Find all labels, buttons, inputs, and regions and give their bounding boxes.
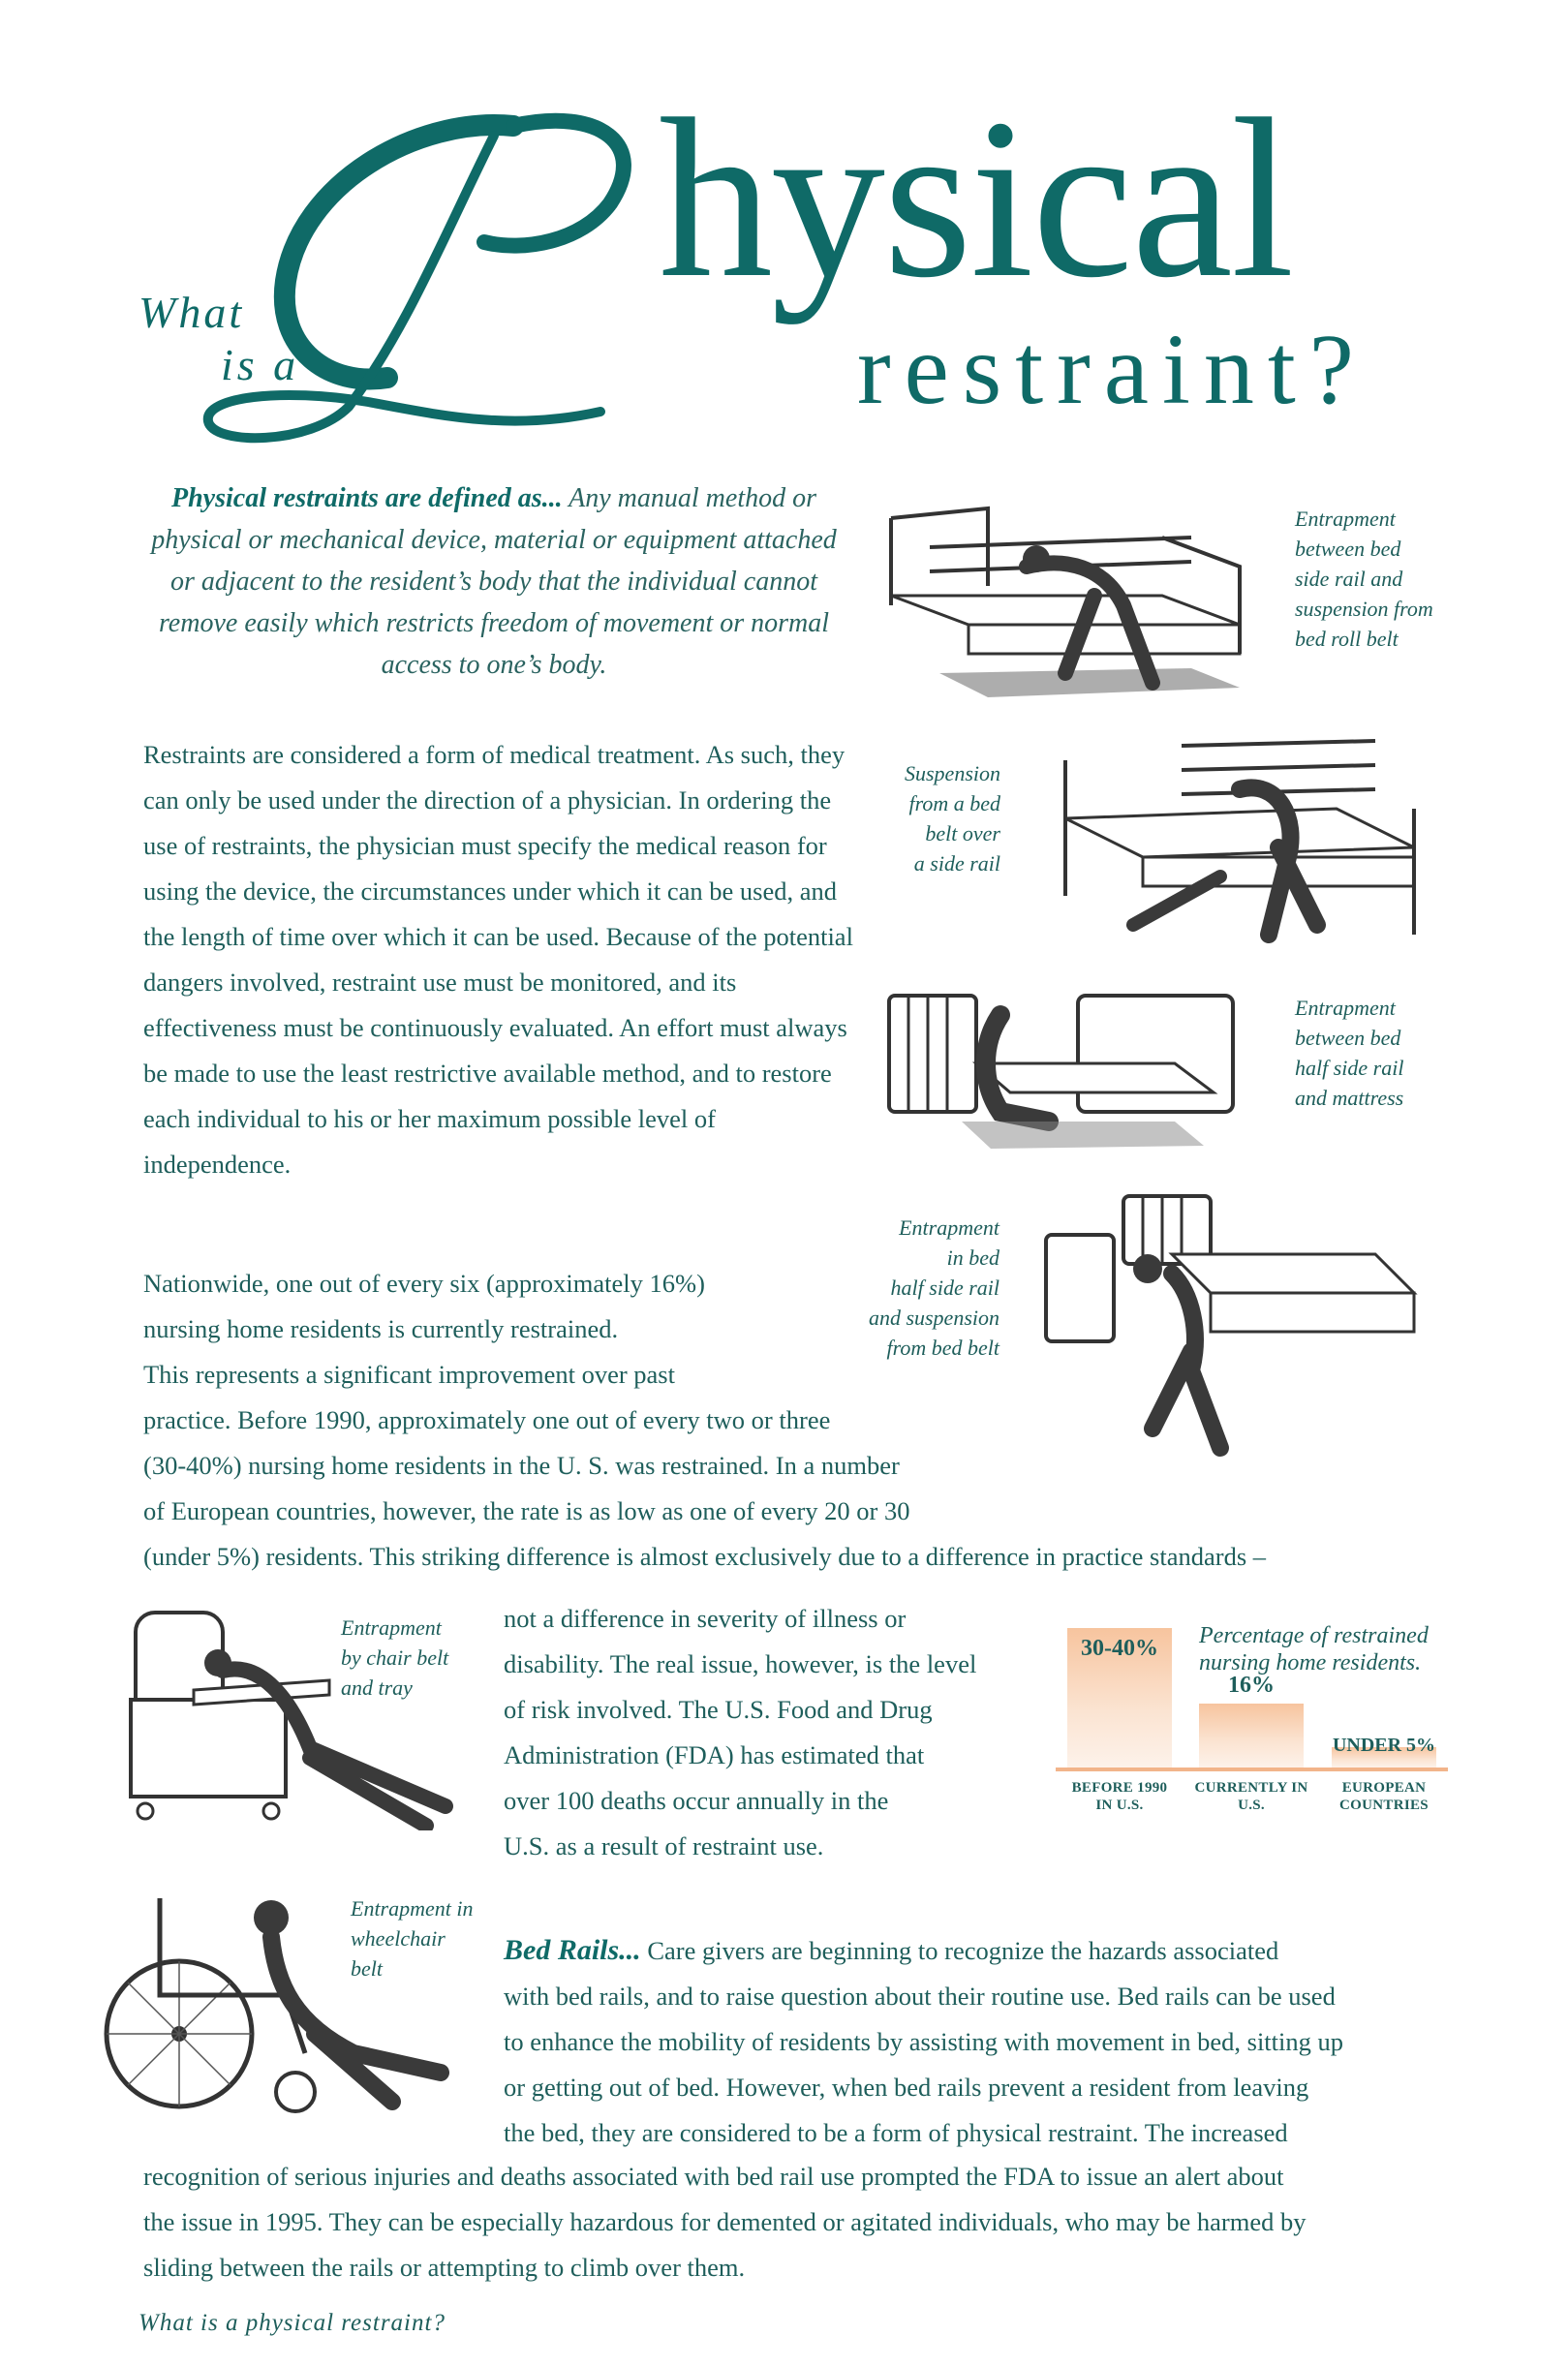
paragraph-bed-rails (504, 1927, 1343, 2156)
caption-line: belt over (925, 821, 1000, 845)
caption-line: and mattress (1295, 1086, 1404, 1110)
text-line: practice. Before 1990, approximately one out of every two or three (143, 1405, 831, 1434)
caption-line: bed roll belt (1295, 627, 1399, 651)
restraint-percentage-chart (1056, 1598, 1448, 1830)
caption-line: in bed (946, 1245, 999, 1270)
illustration-half-side-rail (884, 976, 1243, 1170)
caption-line: Entrapment (341, 1615, 442, 1640)
definition-block (140, 477, 847, 686)
text-line: to enhance the mobility of residents by assisting with movement in bed, sitting up (504, 2027, 1344, 2056)
text-line: sliding between the rails or attempting to climb over them. (143, 2253, 746, 2282)
caption-line: Entrapment (899, 1215, 999, 1240)
text-line: U.S. as a result of restraint use. (504, 1831, 824, 1860)
chart-bar (1199, 1704, 1304, 1768)
title-restraint: restraint? (857, 314, 1368, 425)
caption-line: and tray (341, 1675, 413, 1700)
title-physical: hysical (659, 73, 1293, 325)
caption-line: between bed (1295, 537, 1401, 561)
text-line: Nationwide, one out of every six (approximately 16%) (143, 1269, 705, 1298)
chart-title: Percentage of restrained nursing home residents. (1199, 1623, 1429, 1675)
caption-line: from bed belt (886, 1336, 999, 1360)
title-decorative-p-icon (194, 97, 736, 446)
chart-category-label: CURRENTLY IN U.S. (1194, 1780, 1308, 1813)
title-is-a: is a (221, 340, 300, 389)
text-line: recognition of serious injuries and deaths associated with bed rail use prompted the FDA to issue an alert about (143, 2162, 1284, 2191)
caption-chair-belt-tray (341, 1613, 448, 1703)
caption-half-side-rail-suspension (852, 1213, 999, 1363)
caption-line: by chair belt (341, 1645, 449, 1670)
caption-line: Entrapment (1295, 996, 1396, 1020)
paragraph-bed-rails-continued (143, 2154, 1306, 2290)
definition-text: Any manual method or physical or mechanical device, material or equipment attached or adjacent to the resident’s body that the individual cannot remove easily which restricts freedom of movement or normal access to one’s body. (151, 483, 837, 680)
text-line: over 100 deaths occur annually in the (504, 1786, 889, 1815)
chart-baseline (1056, 1768, 1448, 1771)
chart-value-label: 30-40% (1081, 1635, 1158, 1661)
text-line: (30-40%) nursing home residents in the U. S. was restrained. In a number (143, 1451, 900, 1480)
illustration-half-side-rail-suspension (1027, 1186, 1424, 1472)
definition-lead: Physical restraints are defined as... (170, 483, 563, 513)
caption-line: between bed (1295, 1026, 1401, 1050)
illustration-bed-belt-side-rail (1046, 731, 1424, 964)
caption-line: side rail and (1295, 567, 1403, 591)
text-line: not a difference in severity of illness or (504, 1604, 907, 1633)
text-line: or getting out of bed. However, when bed rails prevent a resident from leaving (504, 2073, 1309, 2102)
text-line: the bed, they are considered to be a form of physical restraint. The increased (504, 2118, 1288, 2147)
text-line: (under 5%) residents. This striking difference is almost exclusively due to a difference in practice standards – (143, 1542, 1267, 1571)
text-line: Administration (FDA) has estimated that (504, 1740, 925, 1769)
caption-line: from a bed (908, 791, 1000, 815)
text-line: This represents a significant improvement over past (143, 1360, 675, 1389)
text-line: of risk involved. The U.S. Food and Drug (504, 1695, 933, 1724)
caption-line: Entrapment in (351, 1896, 474, 1921)
caption-line: and suspension (868, 1306, 999, 1330)
caption-line: a side rail (913, 851, 1000, 876)
chart-value-label: 16% (1228, 1673, 1275, 1698)
text-line: disability. The real issue, however, is the level (504, 1649, 977, 1678)
chart-value-label: UNDER 5% (1332, 1735, 1436, 1756)
text-line: with bed rails, and to raise question about their routine use. Bed rails can be used (504, 1982, 1336, 2011)
caption-bed-belt-side-rail (891, 758, 1000, 878)
caption-line: Suspension (905, 761, 1000, 785)
chart-category-label: EUROPEAN COUNTRIES (1339, 1780, 1429, 1813)
caption-line: suspension from (1295, 597, 1433, 621)
chart-category-label: BEFORE 1990 IN U.S. (1071, 1780, 1168, 1813)
text-line: the issue in 1995. They can be especially hazardous for demented or agitated individuals, who may be harmed by (143, 2207, 1307, 2236)
caption-bed-roll-belt (1295, 504, 1433, 654)
illustration-bed-roll-belt (872, 479, 1259, 702)
caption-line: half side rail (1295, 1056, 1404, 1080)
paragraph-risk (504, 1596, 976, 1869)
bed-rails-lead: Bed Rails... (504, 1934, 641, 1966)
paragraph-medical-treatment: Restraints are considered a form of medical treatment. As such, they can only be used under the direction of a physician. In ordering the use of restraints, the physician must specify the medical reason for using the device, the circumstances under which it can be used, and the length of time over which it can be used. Because of the potential dangers involved, restraint use must be monitored, and its effectiveness must be continuously evaluated. An effort must always be made to use the least restrictive available method, and to restore each individual to his or her maximum possible level of independence. (143, 740, 853, 1179)
caption-line: half side rail (890, 1276, 999, 1300)
caption-half-side-rail (1295, 993, 1403, 1113)
text-line: of European countries, however, the rate is as low as one of every 20 or 30 (143, 1496, 910, 1525)
bed-rails-text: Care givers are beginning to recognize the hazards associated (640, 1936, 1279, 1965)
title-what: What (138, 288, 245, 337)
footer-title: What is a physical restraint? (138, 2310, 446, 2336)
text-line: nursing home residents is currently restrained. (143, 1314, 619, 1343)
caption-line: Entrapment (1295, 507, 1396, 531)
text-line (504, 1927, 1343, 1974)
caption-wheelchair-belt (351, 1893, 474, 1983)
caption-line: wheelchair (351, 1926, 446, 1951)
caption-line: belt (351, 1956, 383, 1981)
